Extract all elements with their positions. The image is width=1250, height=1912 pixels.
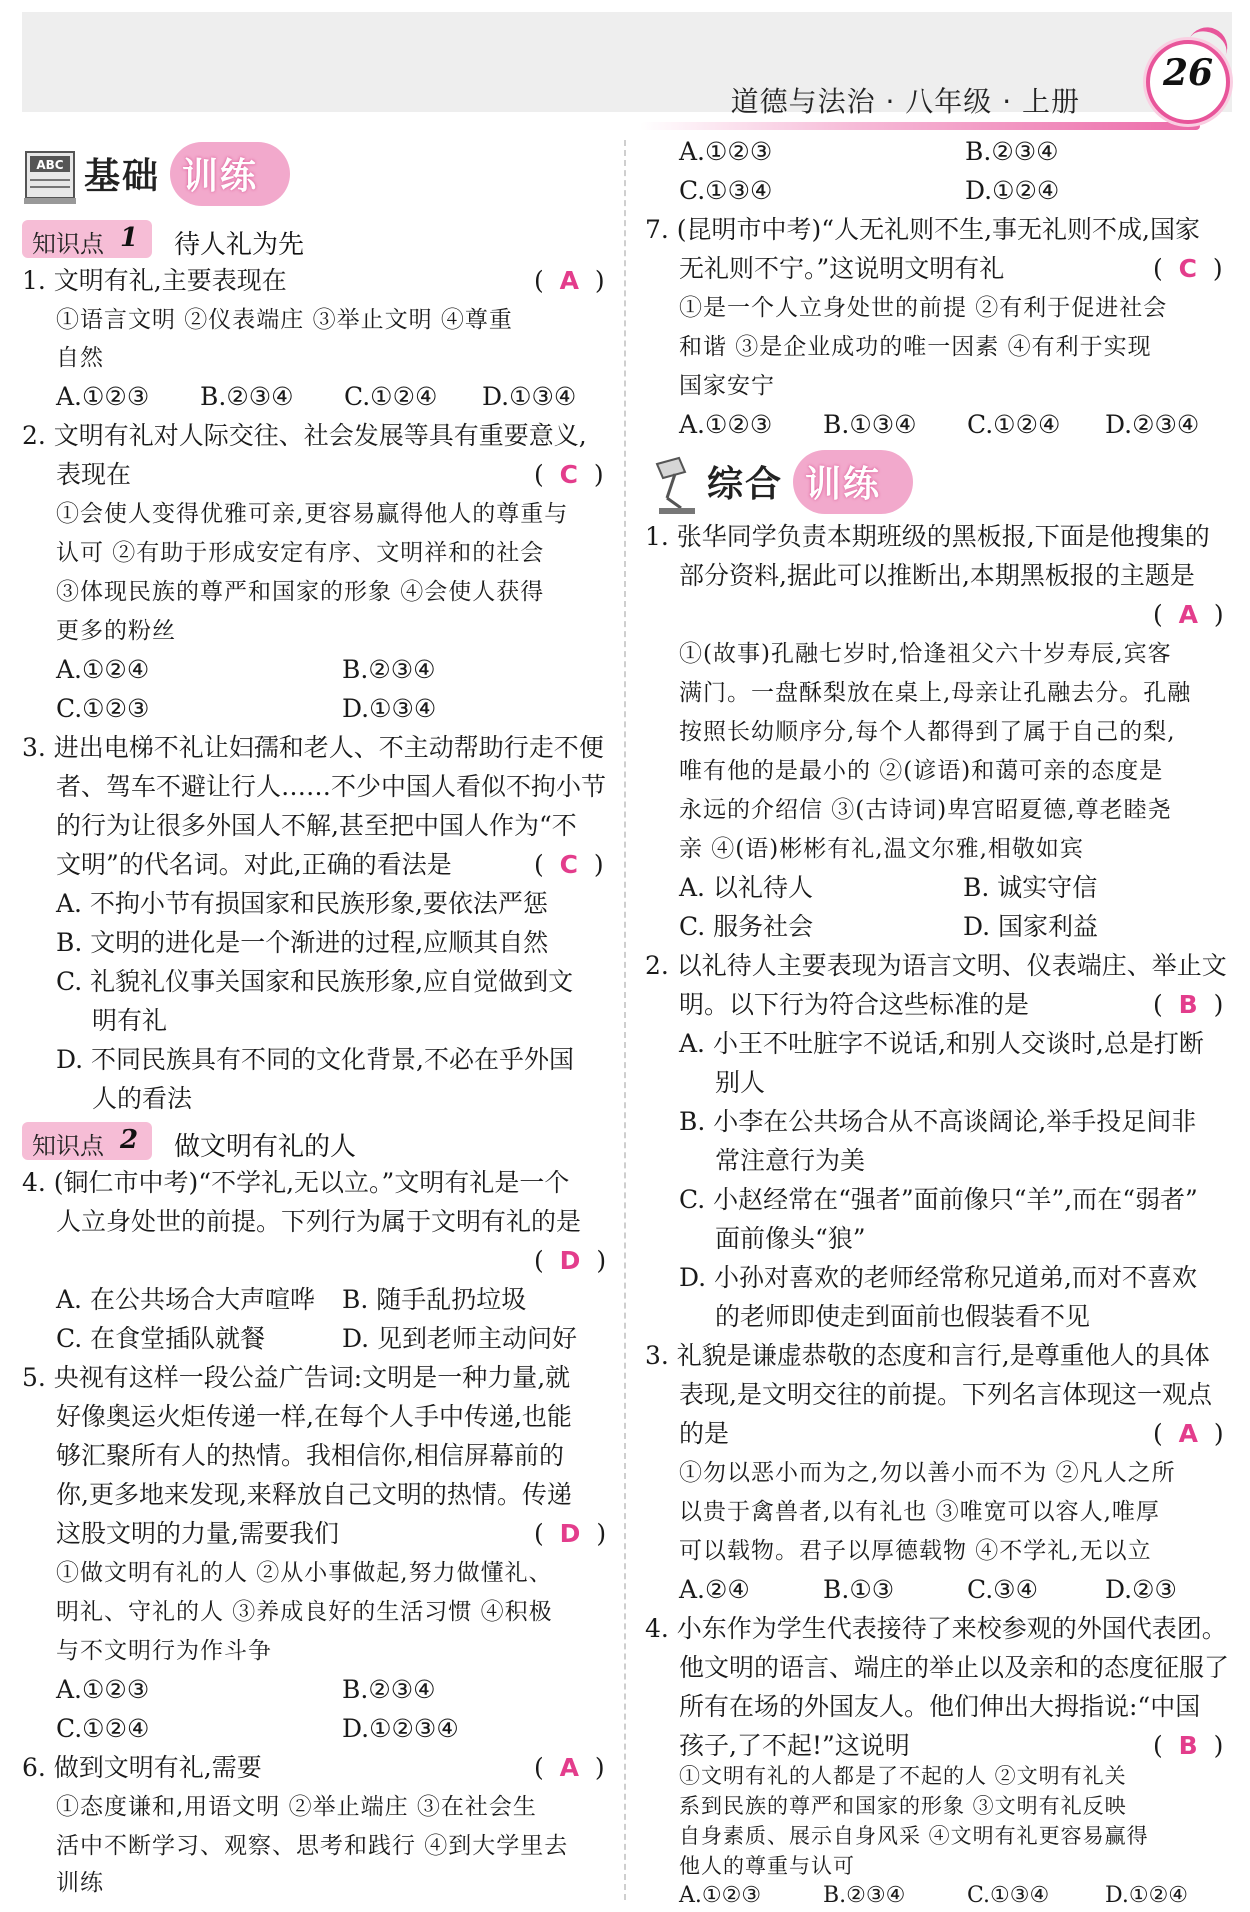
q5-statement-line: ①做文明有礼的人 ②从小事做起,努力做懂礼、 — [56, 1560, 553, 1586]
answer-q1: ( A ) — [534, 266, 605, 295]
q6-option-a: A.①②③ — [679, 137, 773, 166]
c3-statement-line: 可以载物。君子以厚德载物 ④不学礼,无以立 — [679, 1538, 1152, 1564]
c2-option-d-cont: 的老师即使走到面前也假装看不见 — [715, 1302, 1091, 1331]
c2-option-a: A. 小王不吐脏字不说话,和别人交谈时,总是打断 — [679, 1029, 1204, 1058]
q7-option-b: B.①③④ — [823, 410, 917, 439]
svg-text:ABC: ABC — [36, 158, 64, 172]
question-5-stem-cont: 好像奥运火炬传递一样,在每个人手中传递,也能 — [56, 1402, 572, 1431]
answer-letter: D — [559, 1519, 581, 1548]
comp-question-4-stem: 4. 小东作为学生代表接待了来校参观的外国代表团。 — [645, 1614, 1227, 1643]
answer-letter: A — [559, 1753, 580, 1782]
q3-option-d-cont: 人的看法 — [92, 1084, 193, 1113]
comp-question-3-stem: 3. 礼貌是谦虚恭敬的态度和言行,是尊重他人的具体 — [645, 1341, 1210, 1370]
book-title: 道德与法治 · 八年级 · 上册 — [730, 85, 1080, 118]
q2-option-b: B.②③④ — [342, 655, 436, 684]
answer-c1: ( A ) — [1153, 600, 1224, 629]
question-5-stem: 5. 央视有这样一段公益广告词:文明是一种力量,就 — [22, 1363, 571, 1392]
answer-q7: ( C ) — [1153, 254, 1223, 283]
column-divider — [624, 140, 626, 1900]
question-4-stem: 4. (铜仁市中考)“不学礼,无以立。”文明有礼是一个 — [22, 1168, 570, 1197]
q7-statement-line: ①是一个人立身处世的前提 ②有利于促进社会 — [679, 295, 1168, 321]
c1-option-a: A. 以礼待人 — [679, 873, 813, 902]
q1-statements-cont: 自然 — [56, 345, 104, 371]
q7-option-c: C.①②④ — [967, 410, 1061, 439]
c3-option-a: A.②④ — [679, 1575, 750, 1604]
answer-q6: ( A ) — [534, 1753, 605, 1782]
q2-statement-line: ①会使人变得优雅可亲,更容易赢得他人的尊重与 — [56, 501, 569, 527]
q3-option-d: D. 不同民族具有不同的文化背景,不必在乎外国 — [56, 1045, 574, 1074]
c2-option-b: B. 小李在公共场合从不高谈阔论,举手投足间非 — [679, 1107, 1197, 1136]
c3-option-c: C.③④ — [967, 1575, 1039, 1604]
kp-label: 知识点 — [32, 230, 104, 258]
q1-option-b: B.②③④ — [200, 382, 294, 411]
answer-letter: C — [559, 460, 579, 489]
q7-option-d: D.②③④ — [1105, 410, 1200, 439]
q5-option-a: A.①②③ — [56, 1675, 150, 1704]
answer-letter: A — [1178, 600, 1199, 629]
question-4-stem-cont: 人立身处世的前提。下列行为属于文明有礼的是 — [56, 1207, 582, 1236]
answer-c2: ( B ) — [1153, 990, 1224, 1019]
q3-option-a: A. 不拘小节有损国家和民族形象,要依法严惩 — [56, 889, 548, 918]
kp-title: 做文明有礼的人 — [174, 1132, 357, 1162]
q1-statements: ①语言文明 ②仪表端庄 ③举止文明 ④尊重 — [56, 307, 513, 333]
q3-option-c-cont: 明有礼 — [92, 1006, 168, 1035]
c1-option-c: C. 服务社会 — [679, 912, 814, 941]
question-3-stem-cont: 者、驾车不避让行人……不少中国人看似不拘小节 — [56, 772, 607, 801]
kp-label: 知识点 — [32, 1132, 104, 1160]
answer-c4: ( B ) — [1153, 1731, 1224, 1760]
c4-option-a: A.①②③ — [679, 1883, 762, 1908]
c1-material-line: 按照长幼顺序分,每个人都得到了属于自己的梨, — [679, 719, 1176, 745]
question-2-stem: 2. 文明有礼对人际交往、社会发展等具有重要意义, — [22, 421, 587, 450]
q4-option-a: A. 在公共场合大声喧哗 — [56, 1285, 315, 1314]
q2-statement-line: 认可 ②有助于形成安定有序、文明祥和的社会 — [56, 540, 545, 566]
question-3-stem: 3. 进出电梯不礼让妇孺和老人、不主动帮助行走不便 — [22, 733, 604, 762]
knowledge-point-2 — [22, 1122, 422, 1162]
question-1-stem: 1. 文明有礼,主要表现在 — [22, 266, 287, 295]
q5-option-b: B.②③④ — [342, 1675, 436, 1704]
c4-option-b: B.②③④ — [823, 1883, 906, 1908]
answer-letter: C — [559, 850, 579, 879]
answer-letter: A — [1178, 1419, 1199, 1448]
q6-statement-line: 训练 — [56, 1870, 104, 1896]
q6-option-d: D.①②④ — [965, 176, 1060, 205]
question-6-stem: 6. 做到文明有礼,需要 — [22, 1753, 262, 1782]
abc-book-icon — [22, 146, 80, 208]
comp-question-3-stem-cont: 的是 — [679, 1419, 730, 1448]
answer-letter: C — [1178, 254, 1198, 283]
q5-statement-line: 与不文明行为作斗争 — [56, 1638, 272, 1664]
q2-option-d: D.①③④ — [342, 694, 437, 723]
c2-option-b-cont: 常注意行为美 — [715, 1146, 866, 1175]
answer-c3: ( A ) — [1153, 1419, 1224, 1448]
c1-option-b: B. 诚实守信 — [963, 873, 1098, 902]
q6-option-b: B.②③④ — [965, 137, 1059, 166]
c4-statement-line: 自身素质、展示自身风采 ④文明有礼更容易赢得 — [679, 1824, 1149, 1848]
q5-option-c: C.①②④ — [56, 1714, 150, 1743]
answer-letter: D — [559, 1246, 581, 1275]
q6-statement-line: 活中不断学习、观察、思考和践行 ④到大学里去 — [56, 1833, 569, 1859]
q7-statement-line: 国家安宁 — [679, 373, 775, 399]
c1-material-line: 唯有他的是最小的 ②(谚语)和蔼可亲的态度是 — [679, 758, 1164, 784]
q4-option-c: C. 在食堂插队就餐 — [56, 1324, 266, 1353]
question-2-stem-cont: 表现在 — [56, 460, 132, 489]
q1-option-d: D.①③④ — [482, 382, 577, 411]
comp-question-3-stem-cont: 表现,是文明交往的前提。下列名言体现这一观点 — [679, 1380, 1212, 1409]
q2-option-c: C.①②③ — [56, 694, 150, 723]
q2-option-a: A.①②④ — [56, 655, 150, 684]
question-5-stem-cont: 够汇聚所有人的热情。我相信你,相信屏幕前的 — [56, 1441, 564, 1470]
q1-option-a: A.①②③ — [56, 382, 150, 411]
q4-option-d: D. 见到老师主动问好 — [342, 1324, 578, 1353]
comp-question-1-stem: 1. 张华同学负责本期班级的黑板报,下面是他搜集的 — [645, 522, 1210, 551]
kp-title: 待人礼为先 — [174, 230, 305, 260]
answer-letter: A — [559, 266, 580, 295]
c2-option-c: C. 小赵经常在“强者”面前像只“羊”,而在“弱者” — [679, 1185, 1198, 1214]
answer-q5: ( D ) — [534, 1519, 607, 1548]
page-number: 26 — [1162, 52, 1214, 94]
desk-lamp-icon — [645, 454, 703, 516]
q6-option-c: C.①③④ — [679, 176, 773, 205]
c3-statement-line: ①勿以恶小而为之,勿以善小而不为 ②凡人之所 — [679, 1460, 1176, 1486]
q3-option-c: C. 礼貌礼仪事关国家和民族形象,应自觉做到文 — [56, 967, 574, 996]
q6-statement-line: ①态度谦和,用语文明 ②举止端庄 ③在社会生 — [56, 1794, 537, 1820]
answer-q4: ( D ) — [534, 1246, 607, 1275]
c3-statement-line: 以贵于禽兽者,以有礼也 ③唯宽可以容人,唯厚 — [679, 1499, 1160, 1525]
c1-option-d: D. 国家利益 — [963, 912, 1099, 941]
c4-statement-line: 他人的尊重与认可 — [679, 1854, 855, 1878]
page-number-badge — [1138, 28, 1234, 124]
section-title-part1: 基础 — [84, 156, 161, 197]
kp-number: 1 — [120, 223, 139, 253]
header-underline — [640, 122, 1200, 130]
c1-material-line: 满门。一盘酥梨放在桌上,母亲让孔融去分。孔融 — [679, 680, 1192, 706]
section-comprehensive-training — [645, 448, 945, 522]
kp-number: 2 — [120, 1125, 139, 1155]
section-title-part2: 训练 — [805, 464, 882, 505]
answer-letter: B — [1178, 1731, 1198, 1760]
q4-option-b: B. 随手乱扔垃圾 — [342, 1285, 527, 1314]
c2-option-d: D. 小孙对喜欢的老师经常称兄道弟,而对不喜欢 — [679, 1263, 1197, 1292]
q5-option-d: D.①②③④ — [342, 1714, 459, 1743]
answer-q3: ( C ) — [534, 850, 604, 879]
c4-option-c: C.①③④ — [967, 1883, 1050, 1908]
question-3-stem-cont: 的行为让很多外国人不解,甚至把中国人作为“不 — [56, 811, 577, 840]
answer-letter: B — [1178, 990, 1198, 1019]
question-7-stem: 7. (昆明市中考)“人无礼则不生,事无礼则不成,国家 — [645, 215, 1200, 244]
c2-option-a-cont: 别人 — [715, 1068, 766, 1097]
knowledge-point-1 — [22, 220, 422, 260]
q2-statement-line: ③体现民族的尊严和国家的形象 ④会使人获得 — [56, 579, 545, 605]
c1-material-line: ①(故事)孔融七岁时,恰逢祖父六十岁寿辰,宾客 — [679, 641, 1172, 667]
comp-question-4-stem-cont: 他文明的语言、端庄的举止以及亲和的态度征服了 — [679, 1653, 1230, 1682]
c4-option-d: D.①②④ — [1105, 1883, 1189, 1908]
q7-option-a: A.①②③ — [679, 410, 773, 439]
question-5-stem-cont: 这股文明的力量,需要我们 — [56, 1519, 339, 1548]
question-7-stem-cont: 无礼则不宁。”这说明文明有礼 — [679, 254, 1005, 283]
q2-statement-line: 更多的粉丝 — [56, 618, 176, 644]
q7-statement-line: 和谐 ③是企业成功的唯一因素 ④有利于实现 — [679, 334, 1152, 360]
comp-question-4-stem-cont: 孩子,了不起!”这说明 — [679, 1731, 910, 1760]
q5-statement-line: 明礼、守礼的人 ③养成良好的生活习惯 ④积极 — [56, 1599, 553, 1625]
c3-option-b: B.①③ — [823, 1575, 895, 1604]
c1-material-line: 永远的介绍信 ③(古诗词)卑宫昭夏德,尊老睦尧 — [679, 797, 1172, 823]
q3-option-b: B. 文明的进化是一个渐进的过程,应顺其自然 — [56, 928, 549, 957]
question-3-stem-cont: 文明”的代名词。对此,正确的看法是 — [56, 850, 452, 879]
comp-question-4-stem-cont: 所有在场的外国友人。他们伸出大拇指说:“中国 — [679, 1692, 1201, 1721]
c4-statement-line: 系到民族的尊严和国家的形象 ③文明有礼反映 — [679, 1794, 1127, 1818]
section-title-part2: 训练 — [182, 156, 259, 197]
q1-option-c: C.①②④ — [344, 382, 438, 411]
question-5-stem-cont: 你,更多地来发现,来释放自己文明的热情。传递 — [56, 1480, 572, 1509]
c1-material-line: 亲 ④(语)彬彬有礼,温文尔雅,相敬如宾 — [679, 836, 1084, 862]
comp-question-2-stem-cont: 明。以下行为符合这些标准的是 — [679, 990, 1030, 1019]
c3-option-d: D.②③ — [1105, 1575, 1177, 1604]
answer-q2: ( C ) — [534, 460, 604, 489]
comp-question-1-stem-cont: 部分资料,据此可以推断出,本期黑板报的主题是 — [679, 561, 1195, 590]
c2-option-c-cont: 面前像头“狼” — [715, 1224, 866, 1253]
c4-statement-line: ①文明有礼的人都是了不起的人 ②文明有礼关 — [679, 1764, 1127, 1788]
section-title-part1: 综合 — [707, 464, 784, 505]
section-basic-training — [22, 140, 322, 214]
comp-question-2-stem: 2. 以礼待人主要表现为语言文明、仪表端庄、举止文 — [645, 951, 1227, 980]
